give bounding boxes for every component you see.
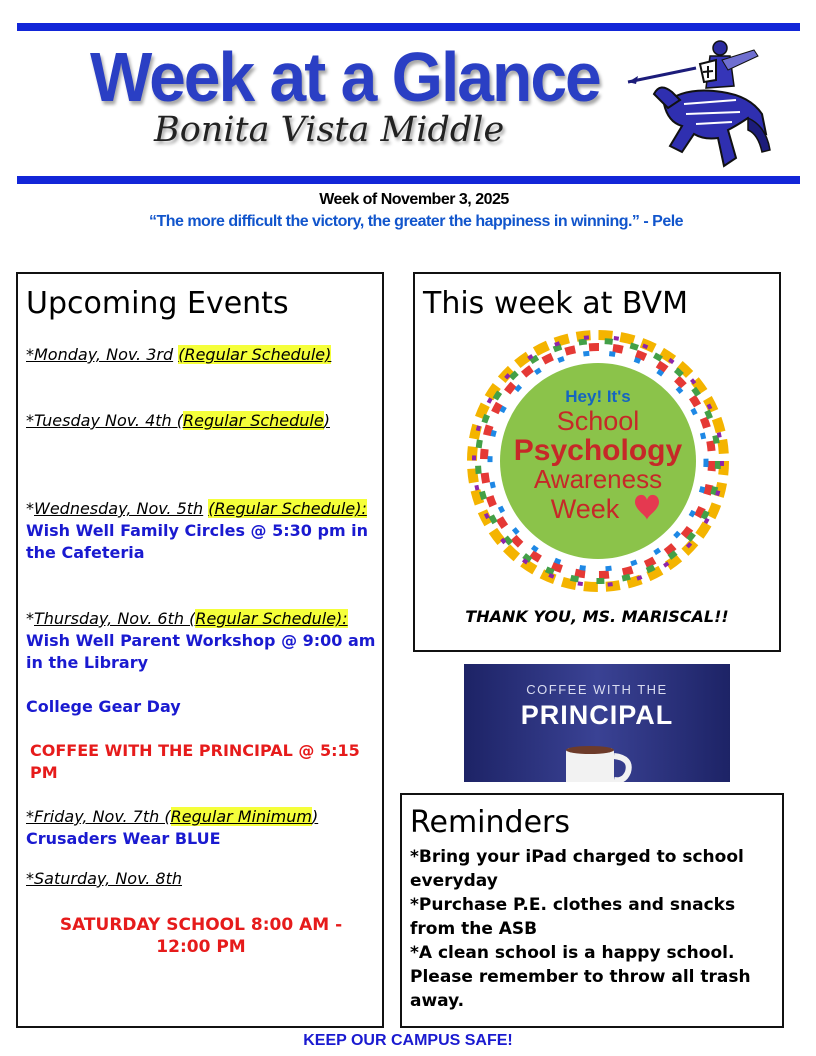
thursday-event-coffee: COFFEE WITH THE PRINCIPAL @ 5:15 PM [30, 741, 360, 782]
monday-date: *Monday, Nov. 3rd [26, 345, 174, 364]
event-wednesday [26, 498, 376, 564]
saturday-event-item: SATURDAY SCHOOL 8:00 AM - 12:00 PM [59, 915, 343, 957]
wednesday-schedule: (Regular Schedule): [208, 499, 367, 518]
thursday-date: Thursday, Nov. 6th ( [34, 609, 196, 628]
thank-you-note: THANK YOU, MS. MARISCAL!! [465, 607, 729, 626]
friday-date: *Friday, Nov. 7th ( [26, 807, 171, 826]
reminder-item: *Bring your iPad charged to school everyday [410, 847, 744, 891]
header-bottom-rule [17, 176, 800, 184]
header-top-rule [17, 23, 800, 31]
quote-of-the-week: “The more difficult the victory, the greater the happiness in winning.” - Pele [148, 213, 684, 230]
thursday-event-workshop: Wish Well Parent Workshop @ 9:00 am in the Library [26, 631, 376, 672]
friday-schedule: Regular Minimum [170, 807, 312, 826]
thursday-star: * [26, 609, 34, 628]
reminders-list [410, 845, 774, 1013]
event-tuesday [26, 410, 376, 432]
school-psychology-week-badge [467, 330, 729, 592]
reminder-item: *Purchase P.E. clothes and snacks from the ASB [410, 895, 736, 939]
thursday-event-college-gear: College Gear Day [26, 697, 181, 716]
friday-event-item: Crusaders Wear BLUE [26, 829, 221, 848]
badge-text-line1: Hey! It's [565, 387, 631, 406]
badge-text-line5: Week [550, 494, 620, 524]
crusader-knight-logo [624, 34, 774, 172]
coffee-mug-icon [560, 744, 640, 782]
event-monday [26, 344, 376, 366]
badge-text-line2: School [556, 406, 640, 436]
newsletter-title: Week at a Glance [90, 38, 600, 116]
week-of-date: Week of November 3, 2025 [319, 191, 509, 208]
event-saturday [26, 868, 376, 958]
this-week-panel [413, 272, 781, 652]
tuesday-schedule: Regular Schedule [183, 411, 324, 430]
this-week-title: This week at BVM [423, 286, 688, 321]
coffee-banner-line2: PRINCIPAL [520, 700, 674, 730]
reminders-panel [400, 793, 784, 1028]
thursday-schedule: Regular Schedule): [195, 609, 348, 628]
tuesday-close: ) [323, 411, 330, 430]
event-thursday [26, 608, 376, 784]
wednesday-date: Wednesday, Nov. 5th [34, 499, 204, 518]
friday-close: ) [311, 807, 319, 826]
event-friday [26, 806, 376, 850]
tuesday-date: *Tuesday Nov. 4th ( [26, 411, 184, 430]
wednesday-event-item: Wish Well Family Circles @ 5:30 pm in the Cafeteria [26, 521, 369, 562]
upcoming-events-panel [16, 272, 384, 1028]
footer-safety-message: KEEP OUR CAMPUS SAFE! [303, 1032, 513, 1049]
badge-text-line4: Awareness [533, 464, 663, 494]
reminder-item: *A clean school is a happy school. Please remember to throw all trash away. [410, 943, 751, 1011]
coffee-with-principal-banner [464, 664, 730, 782]
monday-schedule: (Regular Schedule) [178, 345, 332, 364]
wednesday-star: * [26, 499, 34, 518]
school-name: Bonita Vista Middle [154, 110, 505, 150]
badge-text-line3: Psychology [513, 434, 683, 467]
upcoming-events-title: Upcoming Events [26, 286, 289, 321]
reminders-title: Reminders [410, 805, 570, 840]
saturday-date: *Saturday, Nov. 8th [26, 869, 182, 888]
coffee-banner-line1: COFFEE WITH THE [526, 682, 668, 697]
